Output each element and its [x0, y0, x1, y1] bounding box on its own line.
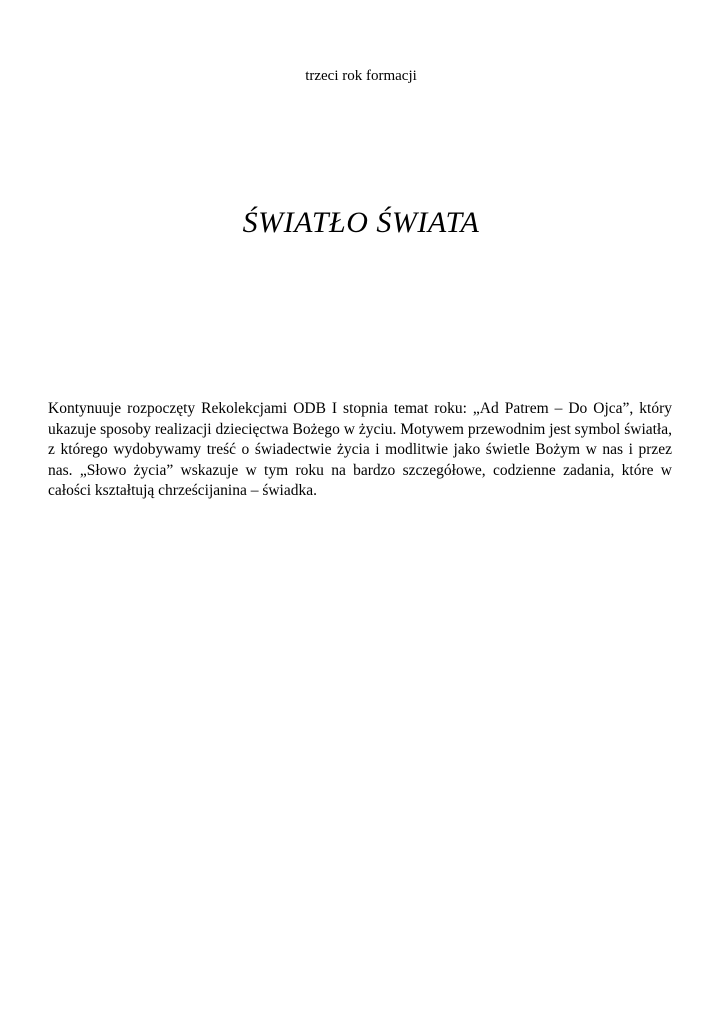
- document-title: ŚWIATŁO ŚWIATA: [242, 206, 480, 239]
- document-paragraph: Kontynuuje rozpoczęty Rekolekcjami ODB I stopnia temat roku: „Ad Patrem – Do Ojca”, który ukazuje sposoby realizacji dziecięctwa Bożego w życiu. Motywem przewodnim jest symbol światła, z którego wydobywamy treść o świadectwie życia i modlitwie jako świetle Bożym w nas i przez nas. „Słowo życia” wskazuje w tym roku na bardzo szczegółowe, codzienne zadania, które w całości kształtują chrześcijanina – świadka.: [48, 400, 672, 500]
- document-subtitle: trzeci rok formacji: [305, 68, 417, 84]
